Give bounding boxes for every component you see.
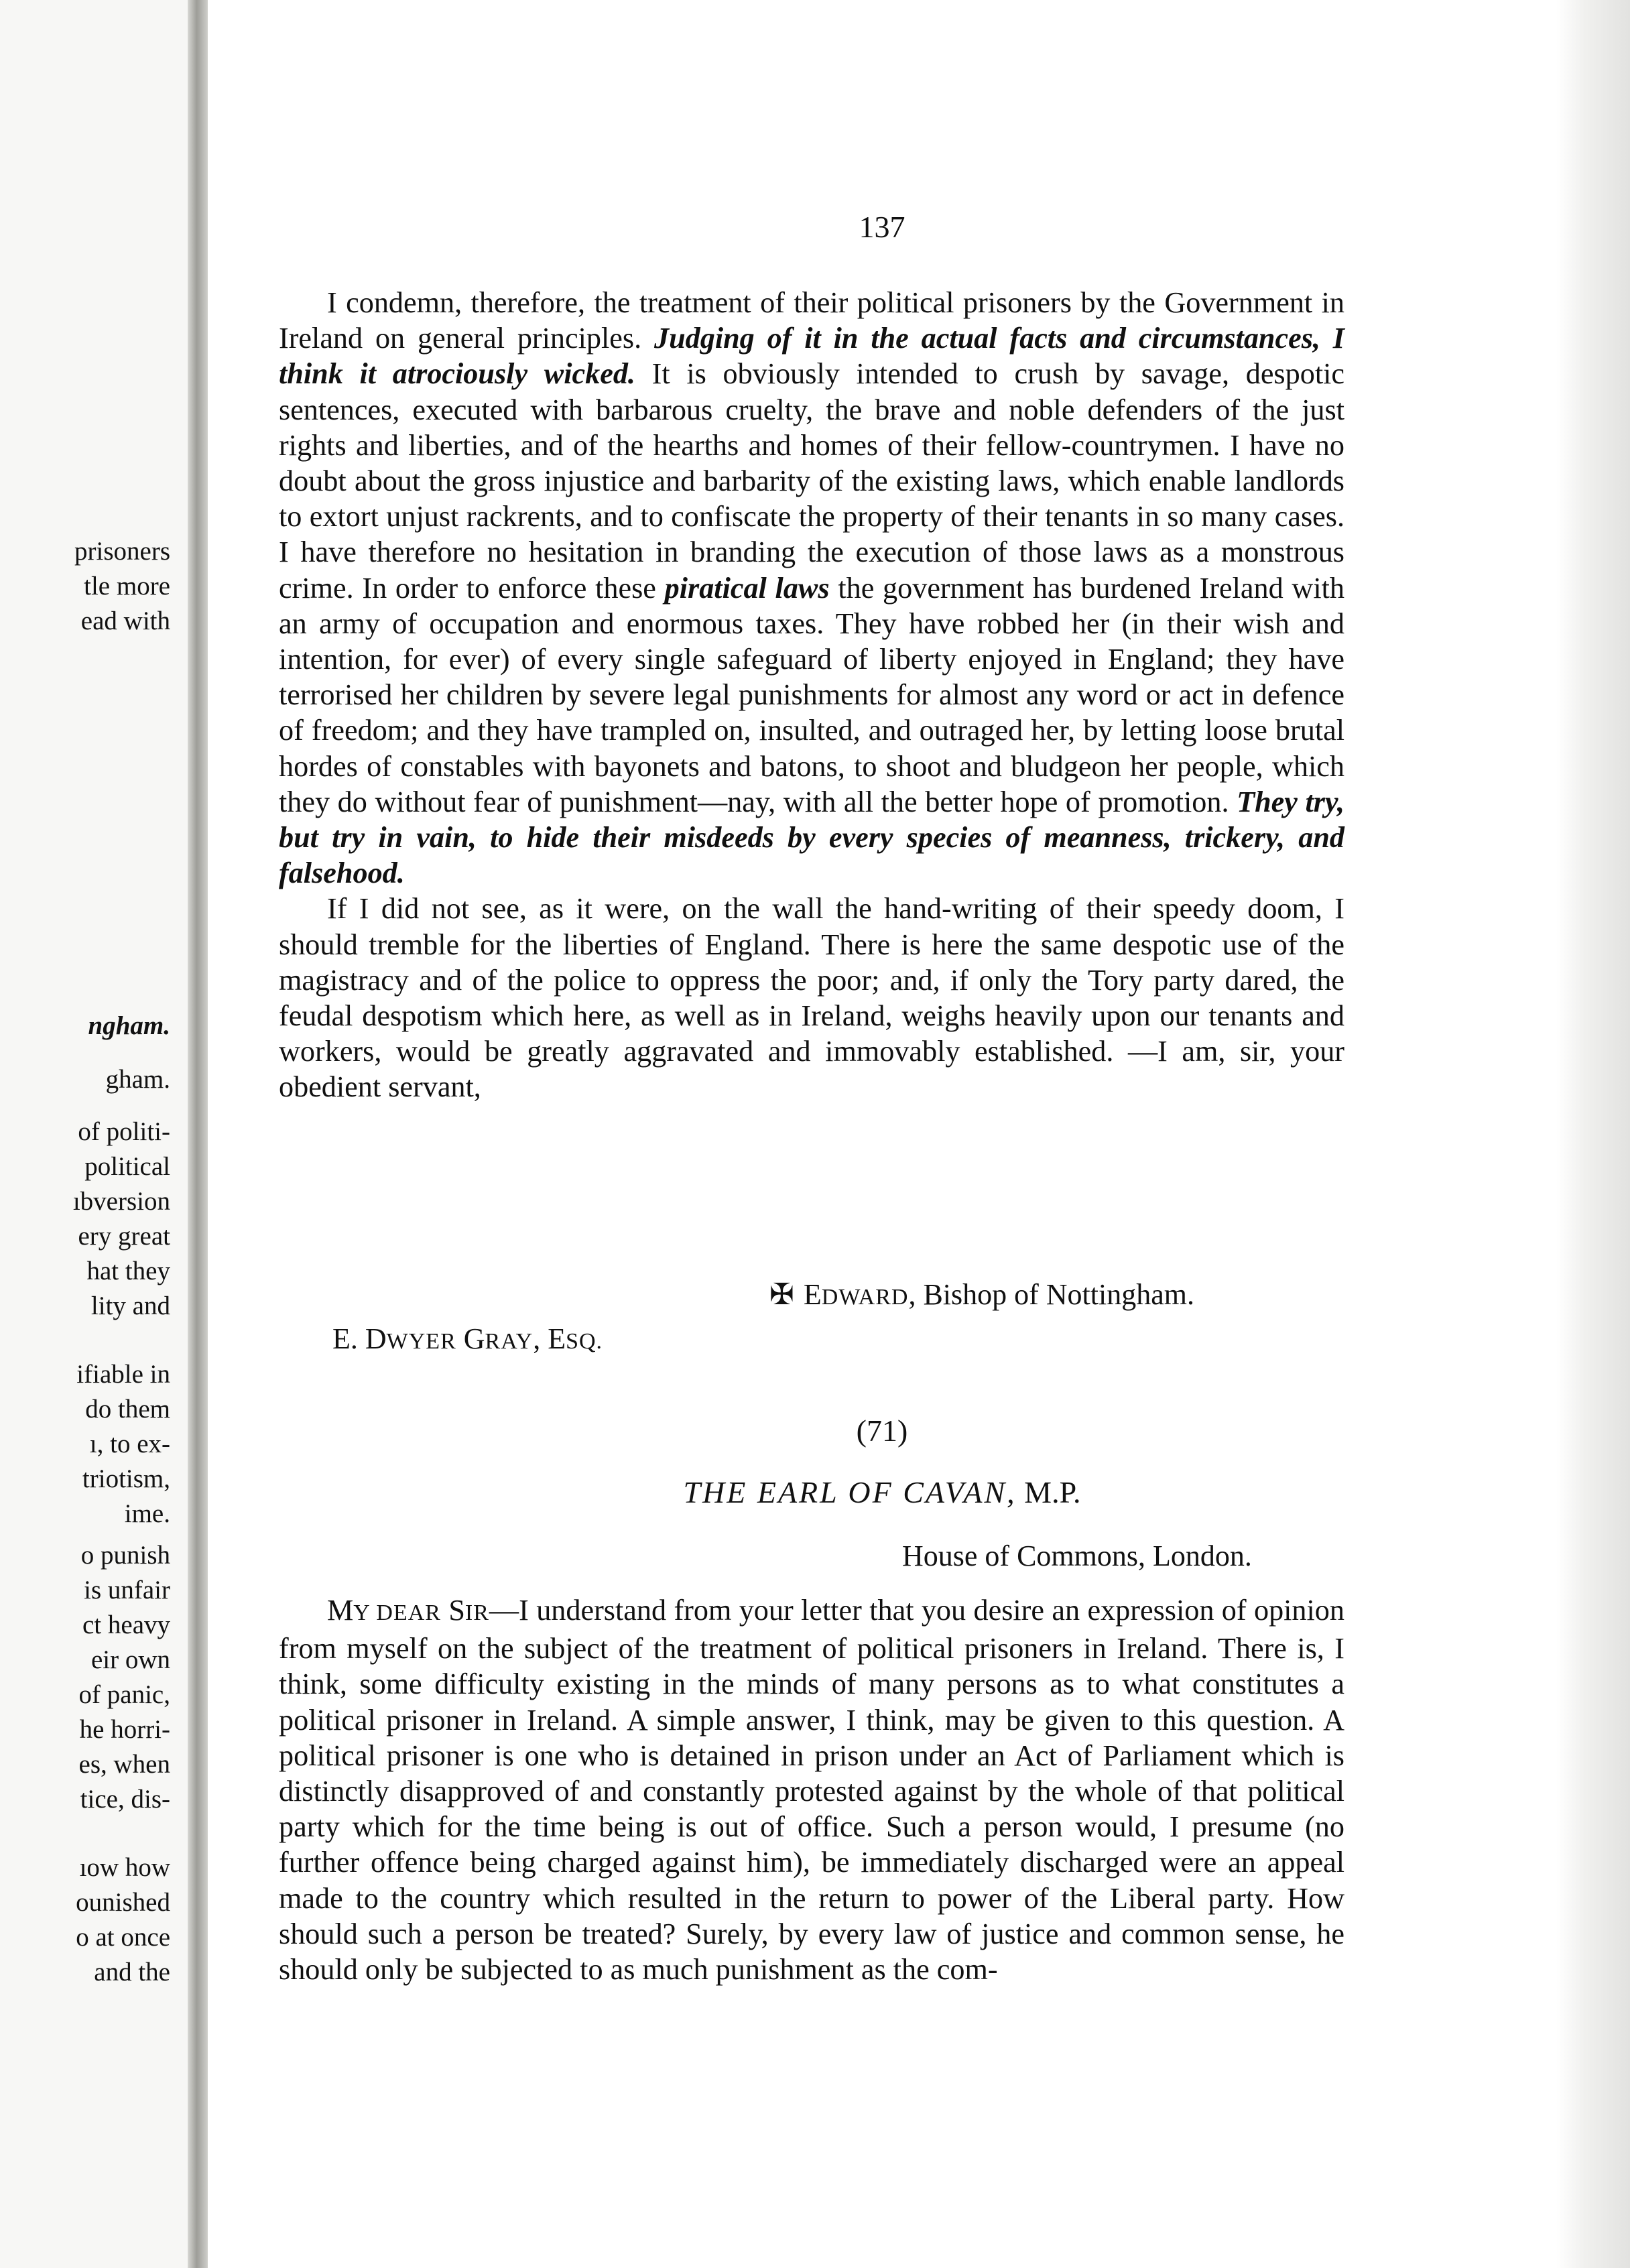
text-run: It is obviously intended to crush by savage, despotic sentences, executed with barbarous cruelty, the brave and noble defenders of the just rights and liberties, and of the hearths and homes of their fellow-countrymen. I have no doubt about the gross injustice and barbarity of the existing laws, which enable landlords to extort unjust rackrents, and to confiscate the property of their tenants in so many cases. I have therefore no hesitation in branding the execution of those laws as a monstrous crime. In order to enforce these (279, 357, 1344, 605)
letter-71-body (279, 1592, 1344, 1987)
facing-page-line: and the (94, 1958, 170, 1987)
page-edge-shadow (1556, 0, 1630, 2268)
facing-page-line: ounished (76, 1888, 170, 1917)
facing-page-line: is unfair (84, 1576, 170, 1604)
facing-page-line: o punish (80, 1541, 170, 1570)
letter-71-address: House of Commons, London. (902, 1539, 1252, 1572)
facing-page-fragment (0, 0, 188, 2268)
letter-70-body (279, 285, 1344, 1105)
text-run: I condemn, therefore, the treatment of their political prisoners by the Government in Ireland on general principles. (279, 286, 1344, 355)
letter-70-paragraph-2: If I did not see, as it were, on the wall the hand-writing of their speedy doom, I should tremble for the liberties of England. There is here the same despotic use of the magistracy and of the police to oppress the poor; and, if only the Tory party dared, the feudal despotism which here, as well as in Ireland, weighs heavily upon our tenants and workers, would be greatly aggravated and immovably established. —I am, sir, your obedient servant, (279, 892, 1344, 1104)
book-gutter (188, 0, 208, 2268)
facing-page-line: ct heavy (82, 1611, 170, 1639)
italic-emphasis: They try, but try in vain, to hide their misdeeds by every species of meanness, trickery, and falsehood. (279, 785, 1344, 890)
facing-page-line: ead with (80, 607, 170, 635)
episcopal-cross-icon: ✠ (769, 1278, 794, 1311)
facing-page-line: o at once (76, 1923, 170, 1952)
signature: ✠ EDWARD, Bishop of Nottingham. (769, 1278, 1194, 1311)
facing-page-line: ı, to ex- (89, 1430, 170, 1458)
facing-page-line: lity and (90, 1292, 170, 1320)
facing-page-line: tice, dis- (80, 1785, 170, 1814)
facing-page-line: ime. (124, 1499, 170, 1528)
facing-page-line: ıow how (79, 1853, 170, 1882)
facing-page-line: he horri- (79, 1715, 170, 1744)
letter-71-heading: THE EARL OF CAVAN, M.P. (683, 1475, 1081, 1509)
letter-70-paragraph-1 (279, 285, 1344, 891)
facing-page-line: of panic, (78, 1680, 170, 1709)
text-run: the government has burdened Ireland with an army of occupation and enormous taxes. They have robbed her (in their wish and intention, for ever) of every single safeguard of liberty enjoyed in England; they have terrorised her children by severe legal punishments for almost any word or act in defence of freedom; and they have trampled on, insulted, and outraged her, by letting loose brutal hordes of constables with bayonets and batons, to shoot and bludgeon her people, which they do without fear of punishment—nay, with all the better hope of promotion. (279, 571, 1344, 818)
letter-71-paragraph: MY DEAR SIR—I understand from your letter that you desire an expression of opinion from myself on the subject of the treatment of political prisoners in Ireland. There is, I think, some difficulty existing in the minds of many persons as to what constitutes a political prisoner in Ireland. A simple answer, I think, may be given to this question. A political prisoner is one who is detained in prison under an Act of Parliament which is distinctly disapproved of and constantly protested against by the whole of that political party which for the time being is out of office. Such a person would, I presume (no further offence being charged against him), be immediately discharged were an appeal made to the country which resulted in the return to power of the Liberal party. How should such a person be treated? Surely, by every law of justice and common sense, he should only be subjected to as much punishment as the com- (279, 1594, 1344, 1987)
italic-emphasis: piratical laws (664, 571, 830, 605)
facing-page-line: ıbversion (72, 1187, 170, 1216)
facing-page-line: gham. (105, 1065, 170, 1094)
italic-emphasis: Judging of it in the actual facts and circumstances, I think it atrociously wicked. (279, 322, 1344, 391)
letter-71-number: (71) (856, 1413, 908, 1448)
facing-page-line: triotism, (82, 1464, 170, 1493)
page (208, 0, 1556, 2268)
facing-page-line: ifiable in (76, 1360, 170, 1389)
facing-page-line: hat they (86, 1257, 170, 1285)
facing-page-line: es, when (78, 1750, 170, 1779)
facing-page-line: prisoners (74, 537, 170, 566)
addressee: E. DWYER GRAY, ESQ. (332, 1322, 603, 1355)
facing-page-line: of politi- (78, 1117, 170, 1146)
facing-page-line: political (84, 1152, 170, 1181)
page-number: 137 (859, 210, 905, 244)
facing-page-line: ngham. (88, 1011, 170, 1040)
facing-page-line: tle more (84, 572, 170, 601)
facing-page-line: ery great (78, 1222, 170, 1251)
facing-page-line: do them (85, 1395, 170, 1424)
facing-page-line: eir own (90, 1645, 170, 1674)
